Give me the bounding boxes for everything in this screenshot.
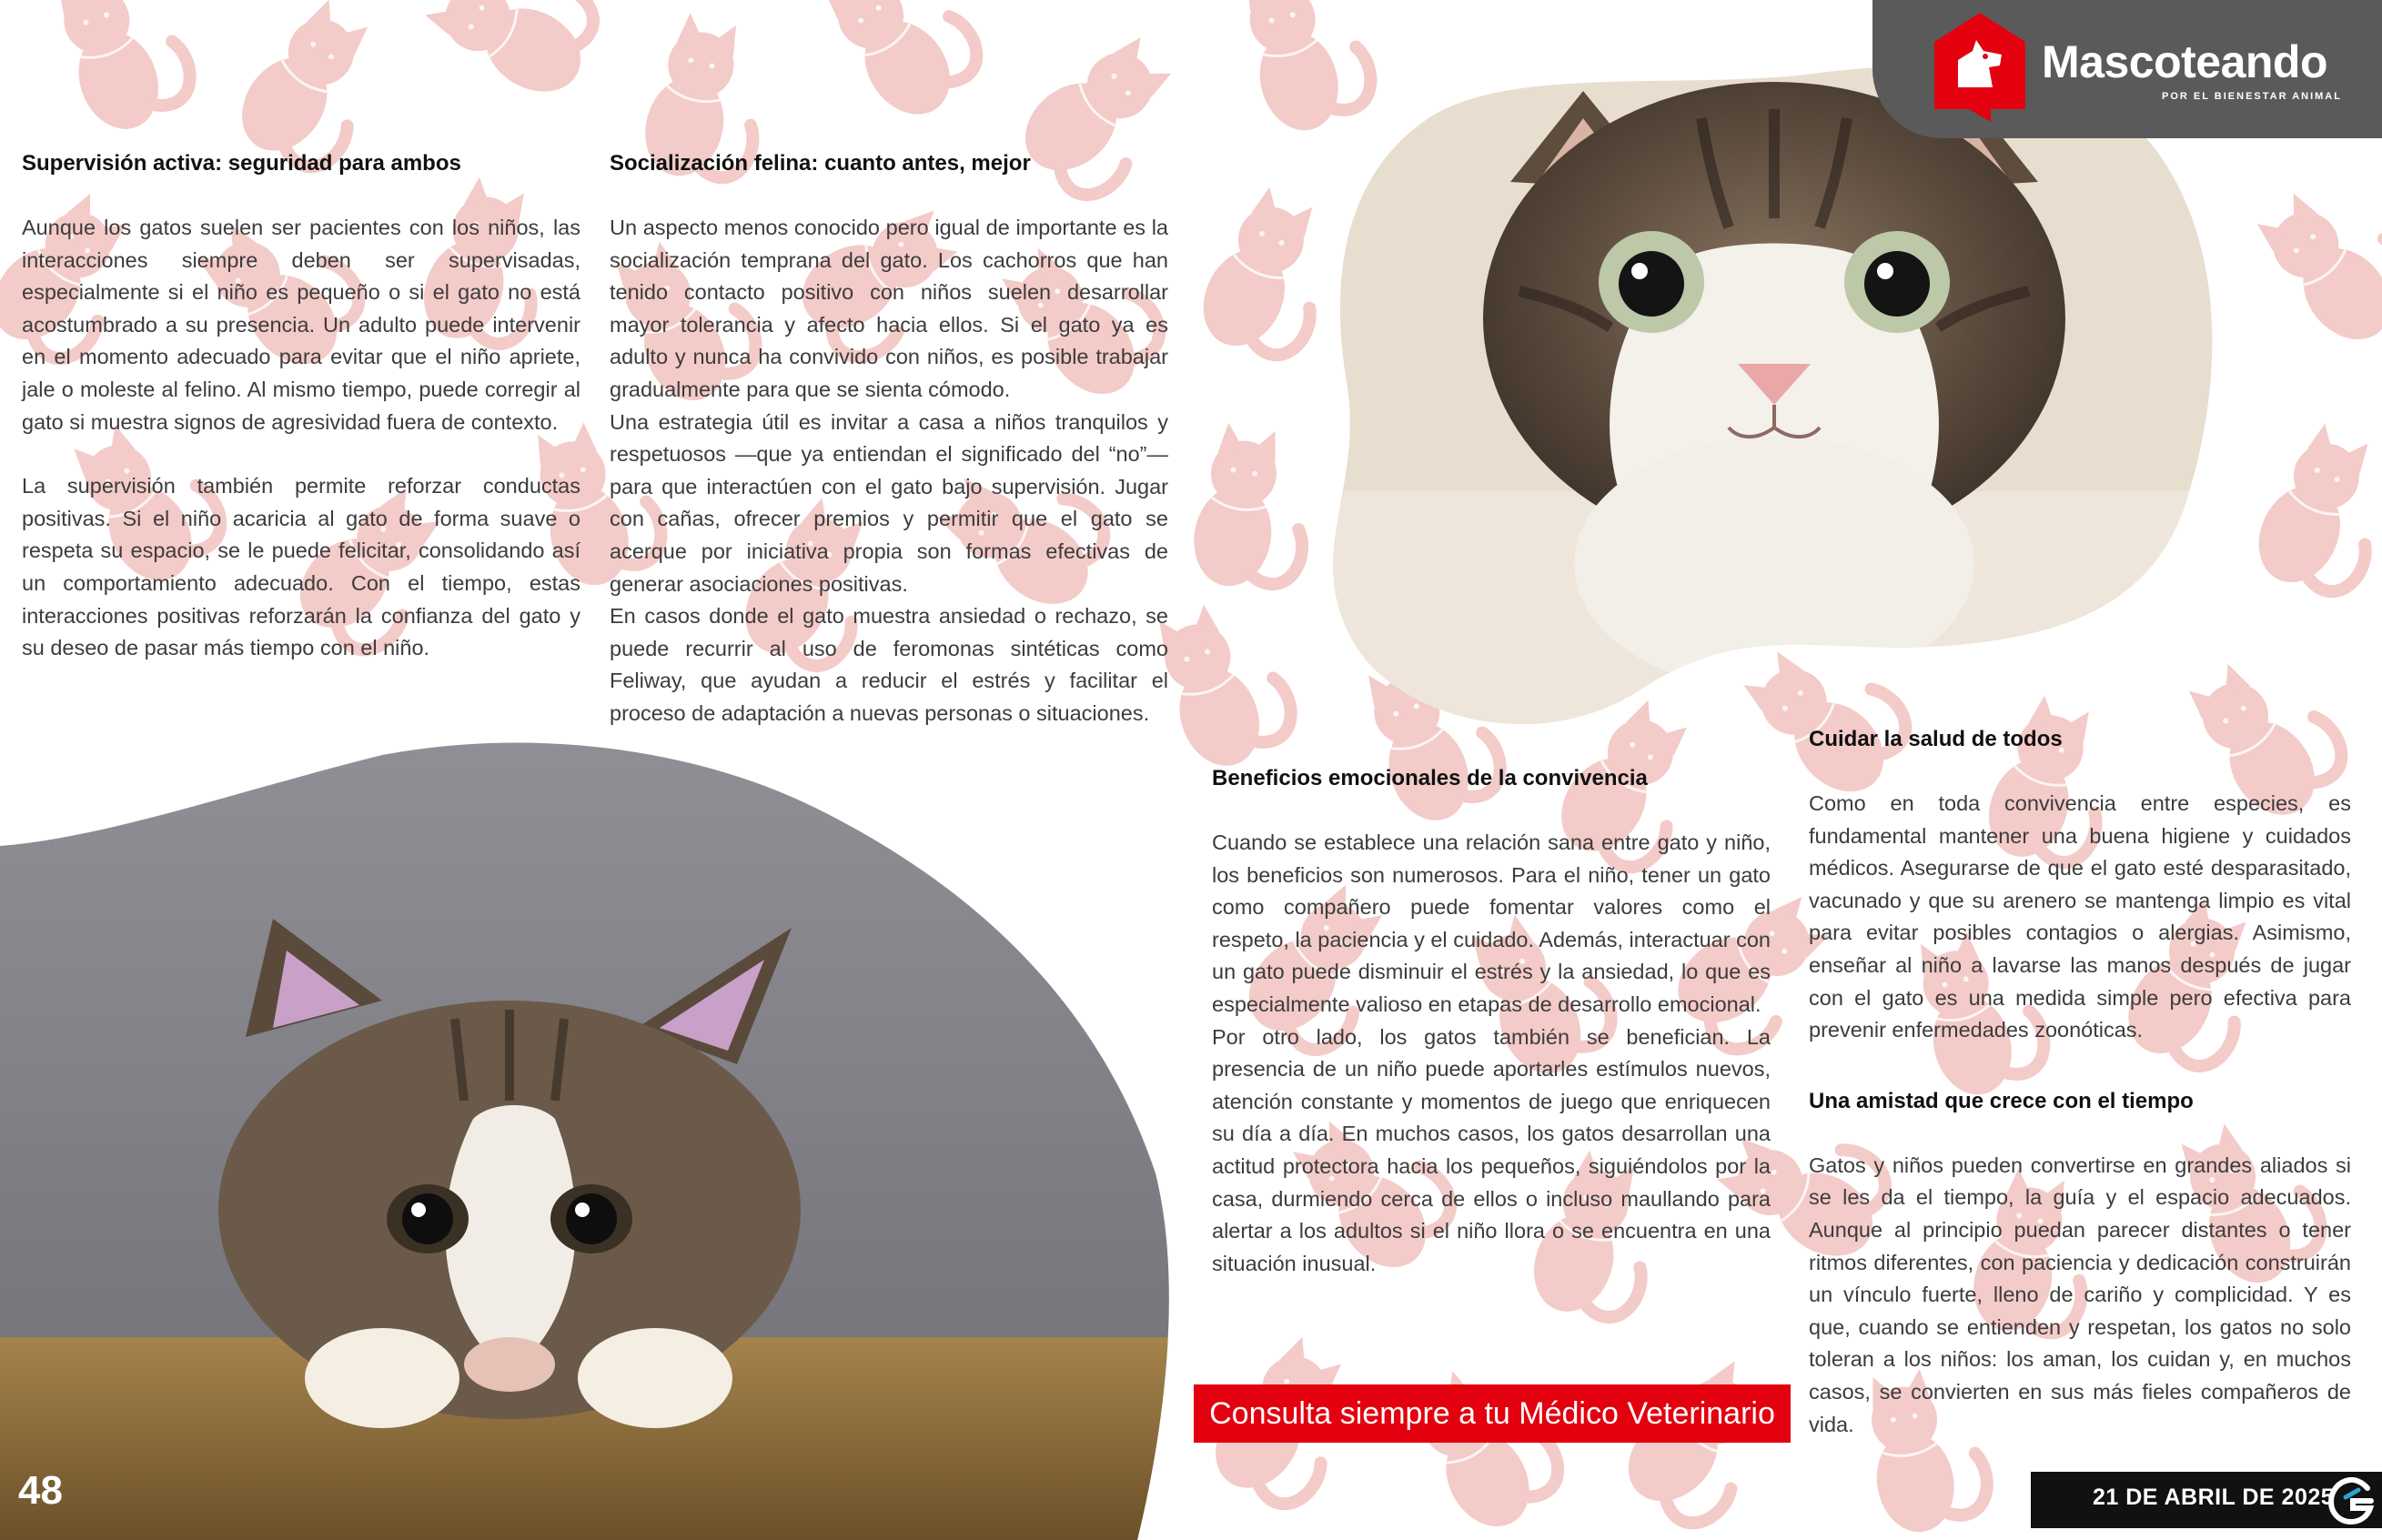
brand-name: Mascoteando — [2042, 36, 2328, 87]
veterinarian-cta-banner: Consulta siempre a tu Médico Veterinario — [1194, 1384, 1791, 1443]
paragraph: Una estrategia útil es invitar a casa a niños tranquilos y respetuosos —que ya entiendan el significado del “no”— para que interactúen con el gato bajo supervisión. Jugar con cañas, ofrecer premios y permitir que el gato se acerque por iniciativa propia son formas efectivas de generar asociaciones positivas. — [610, 409, 1168, 596]
page-number: 48 — [18, 1468, 63, 1513]
heading-socializacion: Socialización felina: cuanto antes, mejor — [610, 151, 1031, 176]
brand-header — [1872, 0, 2382, 138]
paragraph: Como en toda convivencia entre especies, es fundamental mantener una buena higiene y cuidados médicos. Asegurarse de que el gato esté desparasitado, vacunado y que su arenero se mantenga limpio es vital para evitar posibles contagios o alergias. Asimismo, enseñar al niño a lavarse las manos después de jugar con el gato es una medida simple pero efectiva para prevenir enfermedades zoonóticas. — [1809, 791, 2351, 1042]
paragraph: La supervisión también permite reforzar conductas positivas. Si el niño acaricia al gato de forma suave o respeta su espacio, se le puede felicitar, consolidando así un comportamiento adecuado. Con el tiempo, estas interacciones positivas reforzarán la confianza del gato y su deseo de pasar más tiempo con el niño. — [22, 474, 580, 660]
issue-date: 21 DE ABRIL DE 2025 — [2093, 1485, 2335, 1510]
column-supervision — [22, 147, 580, 665]
heading-salud: Cuidar la salud de todos — [1809, 727, 2063, 751]
brand-tagline: POR EL BIENESTAR ANIMAL — [2162, 91, 2342, 102]
heading-supervision: Supervisión activa: seguridad para ambos — [22, 151, 461, 176]
brand-logo-icon — [1927, 9, 2033, 126]
column-salud-amistad — [1809, 723, 2351, 1441]
cat-portrait-photo — [1310, 55, 2238, 728]
kitten-peeking-photo — [0, 737, 1174, 1540]
heading-beneficios: Beneficios emocionales de la convivencia — [1212, 766, 1648, 790]
paragraph: En casos donde el gato muestra ansiedad o rechazo, se puede recurrir al uso de feromonas sintéticas como Feliway, que ayudan a reducir el estrés y facilitar el proceso de adaptación a nuevas personas o situaciones. — [610, 604, 1168, 725]
heading-amistad: Una amistad que crece con el tiempo — [1809, 1088, 2194, 1113]
paragraph: Gatos y niños pueden convertirse en grandes aliados si se les da el tiempo, la guía y el espacio adecuados. Aunque al principio puedan parecer distantes o tener ritmos diferentes, con paciencia y dedicación construirán un vínculo fuerte, lleno de cariño y complicidad. Y es que, cuando se entienden y respetan, los gatos no solo toleran a los niños: los aman, los cuidan y, en muchos casos, se convierten en sus más fieles compañeros de vida. — [1809, 1152, 2351, 1436]
paragraph: Un aspecto menos conocido pero igual de importante es la socialización temprana del gato. Los cachorros que han tenido contacto positivo con niños suelen desarrollar mayor tolerancia y afecto hacia ellos. Si el gato ya es adulto y nunca ha convivido con niños, es posible trabajar gradualmente para que se sienta cómodo. — [610, 216, 1168, 401]
column-beneficios — [1212, 762, 1771, 1280]
publisher-logo-icon — [2327, 1477, 2375, 1525]
paragraph: Aunque los gatos suelen ser pacientes con los niños, las interacciones siempre deben ser supervisadas, especialmente si el niño es pequeño o si el gato no está acostumbrado a su presencia. Un adulto puede intervenir en el momento adecuado para evitar que el niño apriete, jale o moleste al felino. Al mismo tiempo, puede corregir al gato si muestra signos de agresividad fuera de contexto. — [22, 216, 580, 434]
paragraph: Por otro lado, los gatos también se benefician. La presencia de un niño puede aportarles estímulos nuevos, atención constante y momentos de juego que enriquecen su día a día. En muchos casos, los gatos desarrollan una actitud protectora hacia los pequeños, siguiéndolos por la casa, durmiendo cerca de ellos o incluso maullando para alertar a los adultos si el niño llora o se encuentra en una situación inusual. — [1212, 1024, 1771, 1275]
column-socializacion — [610, 147, 1168, 730]
paragraph: Cuando se establece una relación sana entre gato y niño, los beneficios son numerosos. Para el niño, tener un gato como compañero puede fomentar valores como el respeto, la paciencia y el cuidado. Además, interactuar con un gato puede disminuir el estrés y la ansiedad, lo que es especialmente valioso en etapas de desarrollo emocional. — [1212, 830, 1771, 1016]
date-bar — [2031, 1472, 2382, 1528]
